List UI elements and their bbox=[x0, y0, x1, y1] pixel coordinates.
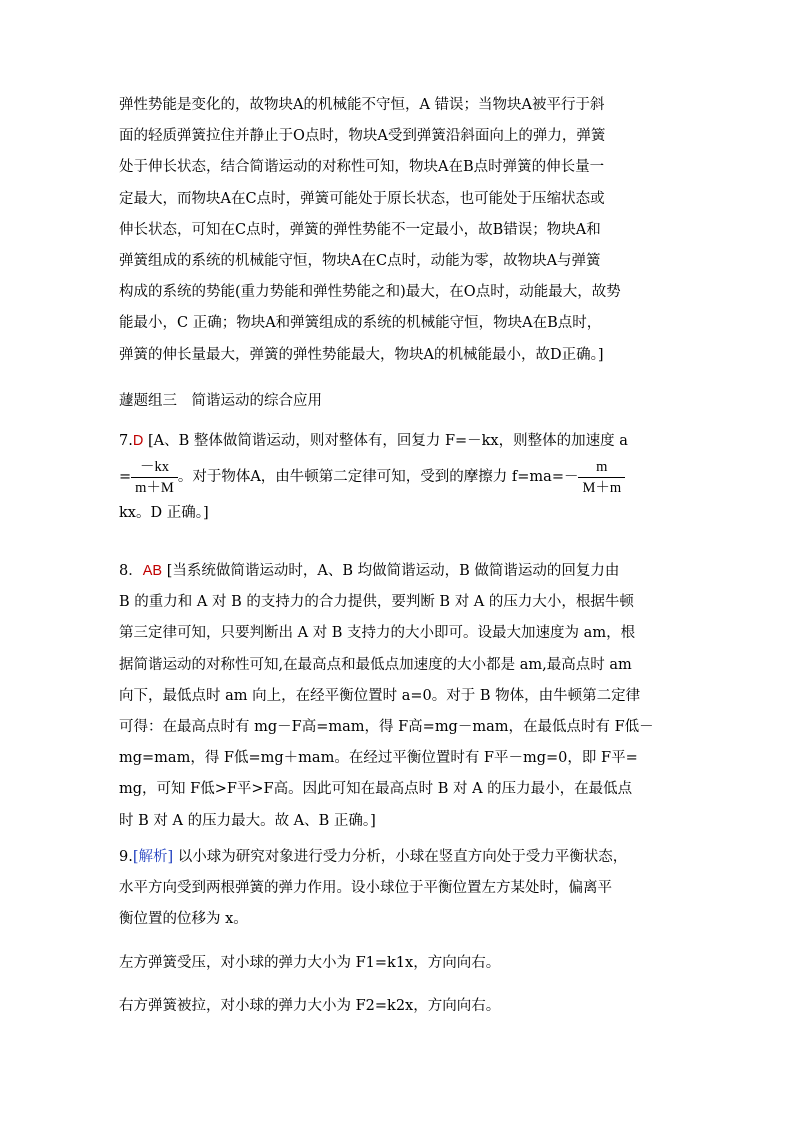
text-line: 弹簧的伸长量最大，弹簧的弹性势能最大，物块A的机械能最小，故D正确。] bbox=[119, 346, 604, 363]
text-line: 时 B 对 A 的压力最大。故 A、B 正确。] bbox=[119, 812, 376, 829]
text-line: B 的重力和 A 对 B 的支持力的合力提供，要判断 B 对 A 的压力大小，根据牛顿 bbox=[119, 594, 634, 611]
text-line: mg=mam，得 F低=mg＋mam。在经过平衡位置时有 F平－mg=0，即 F平= bbox=[119, 750, 638, 767]
question-number: 9. bbox=[119, 849, 133, 865]
fraction-1: $\frac{-kx}{m+M}$ bbox=[131, 457, 178, 498]
answer-label: AB bbox=[142, 563, 163, 579]
question-number: 8． bbox=[119, 563, 143, 579]
text-line: 水平方向受到两根弹簧的弹力作用。设小球位于平衡位置左方某处时，偏离平 bbox=[119, 880, 612, 897]
text-line: 处于伸长状态，结合简谐运动的对称性可知，物块A在B点时弹簧的伸长量一 bbox=[119, 159, 605, 176]
text-line: 左方弹簧受压，对小球的弹力大小为 F1=k1x，方向向右。 bbox=[119, 954, 501, 971]
answer-label: D bbox=[132, 433, 144, 449]
text-line: 。对于物体A，由牛顿第二定律可知，受到的摩擦力 f=ma=－ bbox=[177, 469, 579, 485]
text-line: 衡位置的位移为 x。 bbox=[119, 911, 248, 928]
text-line: kx。D 正确。] bbox=[119, 505, 209, 521]
text-line: 定最大，而物块A在C点时，弹簧可能处于原长状态，也可能处于压缩状态或 bbox=[119, 190, 605, 207]
section-heading: 蘧题组三 简谐运动的综合应用 bbox=[119, 393, 322, 409]
text-line: 构成的系统的势能(重力势能和弹性势能之和)最大，在O点时，动能最大，故势 bbox=[119, 284, 621, 301]
text-line: 以小球为研究对象进行受力分析，小球在竖直方向处于受力平衡状态， bbox=[177, 849, 628, 865]
text-line: [当系统做简谐运动时，A、B 均做简谐运动，B 做简谐运动的回复力由 bbox=[166, 563, 620, 579]
text-line: 弹性势能是变化的，故物块A的机械能不守恒，A 错误；当物块A被平行于斜 bbox=[119, 97, 605, 113]
text-line: 可得：在最高点时有 mg－F高=mam，得 F高=mg－mam，在最低点时有 F低－ bbox=[119, 719, 654, 736]
text-line: 第三定律可知，只要判断出 A 对 B 支持力的大小即可。设最大加速度为 am，根 bbox=[119, 625, 636, 642]
text-line: 弹簧组成的系统的机械能守恒，物块A在C点时，动能为零，故物块A与弹簧 bbox=[119, 253, 601, 270]
text-line: mg，可知 F低>F平>F高。因此可知在最高点时 B 对 A 的压力最小，在最低点 bbox=[119, 781, 633, 798]
text-line: [A、B 整体做简谐运动，则对整体有，回复力 F=－kx，则整体的加速度 a bbox=[147, 433, 628, 449]
analysis-tag: [解析] bbox=[132, 849, 174, 865]
paragraph-q6-explanation bbox=[119, 90, 621, 371]
question-8 bbox=[119, 556, 679, 837]
text-line: 右方弹簧被拉，对小球的弹力大小为 F2=k2x，方向向右。 bbox=[119, 997, 501, 1014]
question-9 bbox=[119, 842, 679, 1022]
text-line: 面的轻质弹簧拉住并静止于O点时，物块A受到弹簧沿斜面向上的弹力，弹簧 bbox=[119, 128, 606, 145]
text-line: 伸长状态，可知在C点时，弹簧的弹性势能不一定最小，故B错误；物块A和 bbox=[119, 221, 601, 238]
question-7: 7.D [A、B 整体做简谐运动，则对整体有，回复力 F=－kx，则整体的加速度 a = $\frac{-kx}{m+M}$ 。对于物体A，由牛顿第二定律可知，受到的摩擦力 f=ma=－ $\frac{m}{M+m}$ kx。D 正确。] bbox=[119, 427, 679, 527]
fraction-2: $\frac{m}{M+m}$ bbox=[578, 457, 625, 498]
question-number: 7. bbox=[119, 433, 133, 449]
text-line: 据简谐运动的对称性可知,在最高点和最低点加速度的大小都是 am,最高点时 am bbox=[119, 656, 632, 673]
text-line: 能最小，C 正确；物块A和弹簧组成的系统的机械能守恒，物块A在B点时， bbox=[119, 315, 602, 332]
text-line: 向下，最低点时 am 向上，在经平衡位置时 a=0。对于 B 物体，由牛顿第二定律 bbox=[119, 687, 641, 704]
